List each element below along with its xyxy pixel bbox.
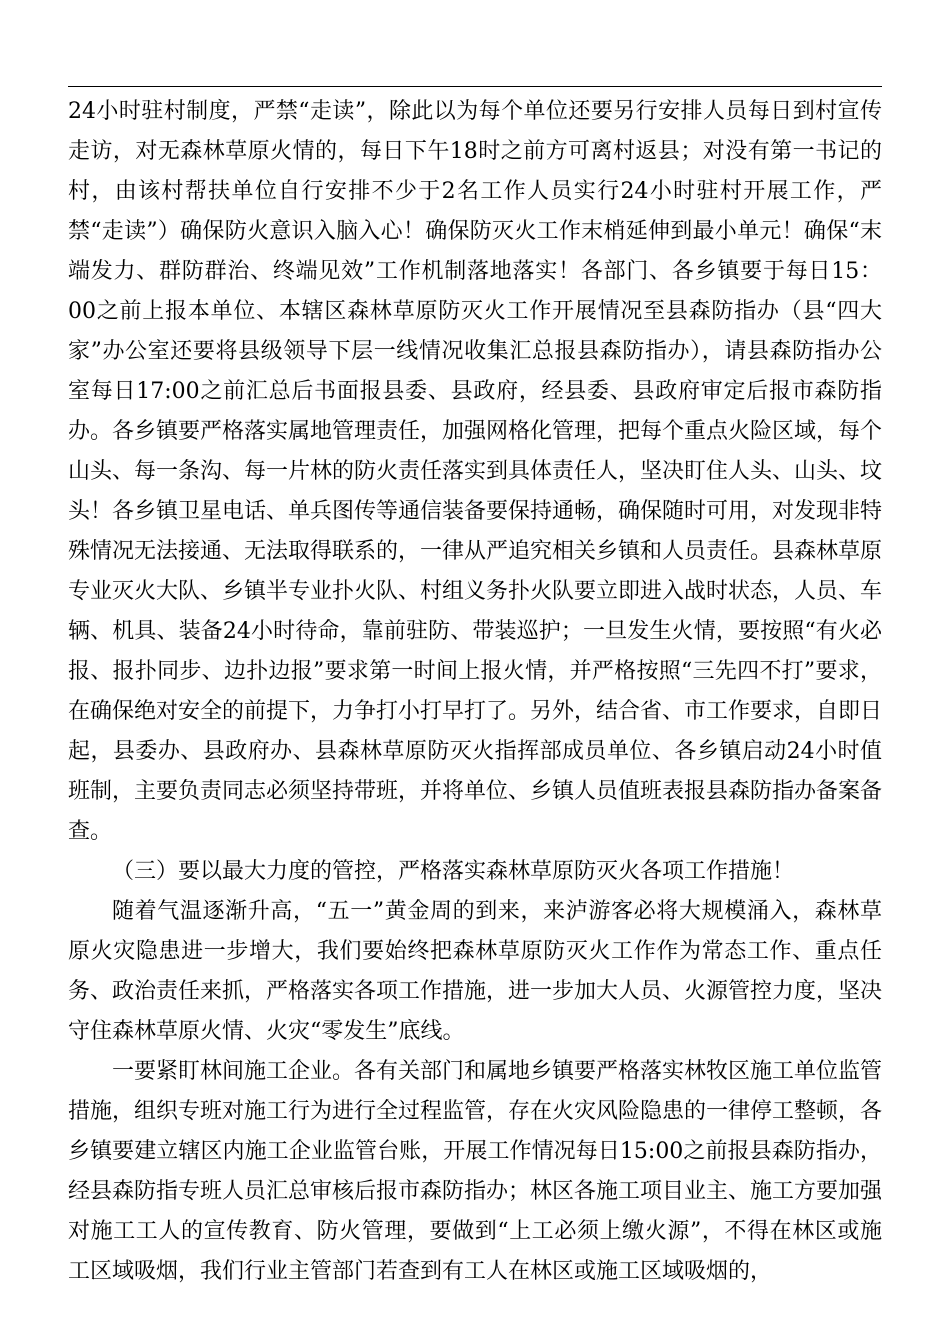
paragraph-2: 随着气温逐渐升高，“五一”黄金周的到来，来泸游客必将大规模涌入，森林草原火灾隐患进一步增大，我们要始终把森林草原防灭火工作作为常态工作、重点任务、政治责任来抓，严格落实各项工作措施，进一步加大人员、火源管控力度，坚决守住森林草原火情、火灾“零发生”底线。 [68, 899, 883, 1044]
section-heading-3: （三）要以最大力度的管控，严格落实森林草原防灭火各项工作措施！ [112, 859, 795, 884]
document-body [68, 92, 882, 1292]
header-rule [68, 86, 882, 87]
paragraph-1: 24小时驻村制度，严禁“走读”，除此以为每个单位还要另行安排人员每日到村宣传走访，对无森林草原火情的，每日下午18时之前方可离村返县；对没有第一书记的村，由该村帮扶单位自行安排不少于2名工作人员实行24小时驻村开展工作，严禁“走读”）确保防火意识入脑入心！确保防灭火工作末梢延伸到最小单元！确保“末端发力、群防群治、终端见效”工作机制落地落实！各部门、各乡镇要于每日15：00之前上报本单位、本辖区森林草原防灭火工作开展情况至县森防指办（县“四大家”办公室还要将县级领导下层一线情况收集汇总报县森防指办），请县森防指办公室每日17:00之前汇总后书面报县委、县政府，经县委、县政府审定后报市森防指办。各乡镇要严格落实属地管理责任，加强网格化管理，把每个重点火险区域，每个山头、每一条沟、每一片林的防火责任落实到具体责任人，坚决盯住人头、山头、坟头！各乡镇卫星电话、单兵图传等通信装备要保持通畅，确保随时可用，对发现非特殊情况无法接通、无法取得联系的，一律从严追究相关乡镇和人员责任。县森林草原专业灭火大队、乡镇半专业扑火队、村组义务扑火队要立即进入战时状态，人员、车辆、机具、装备24小时待命，靠前驻防、带装巡护；一旦发生火情，要按照“有火必报、报扑同步、边扑边报”要求第一时间上报火情，并严格按照“三先四不打”要求，在确保绝对安全的前提下，力争打小打早打了。另外，结合省、市工作要求，自即日起，县委办、县政府办、县森林草原防灭火指挥部成员单位、各乡镇启动24小时值班制，主要负责同志必须坚持带班，并将单位、乡镇人员值班表报县森防指办备案备查。 [68, 99, 883, 844]
paragraph-3: 一要紧盯林间施工企业。各有关部门和属地乡镇要严格落实林牧区施工单位监管措施，组织专班对施工行为进行全过程监管，存在火灾风险隐患的一律停工整顿，各乡镇要建立辖区内施工企业监管台账，开展工作情况每日15:00之前报县森防指办，经县森防指专班人员汇总审核后报市森防指办；林区各施工项目业主、施工方要加强对施工工人的宣传教育、防火管理，要做到“上工必须上缴火源”，不得在林区或施工区域吸烟，我们行业主管部门若查到有工人在林区或施工区域吸烟的， [68, 1059, 883, 1284]
